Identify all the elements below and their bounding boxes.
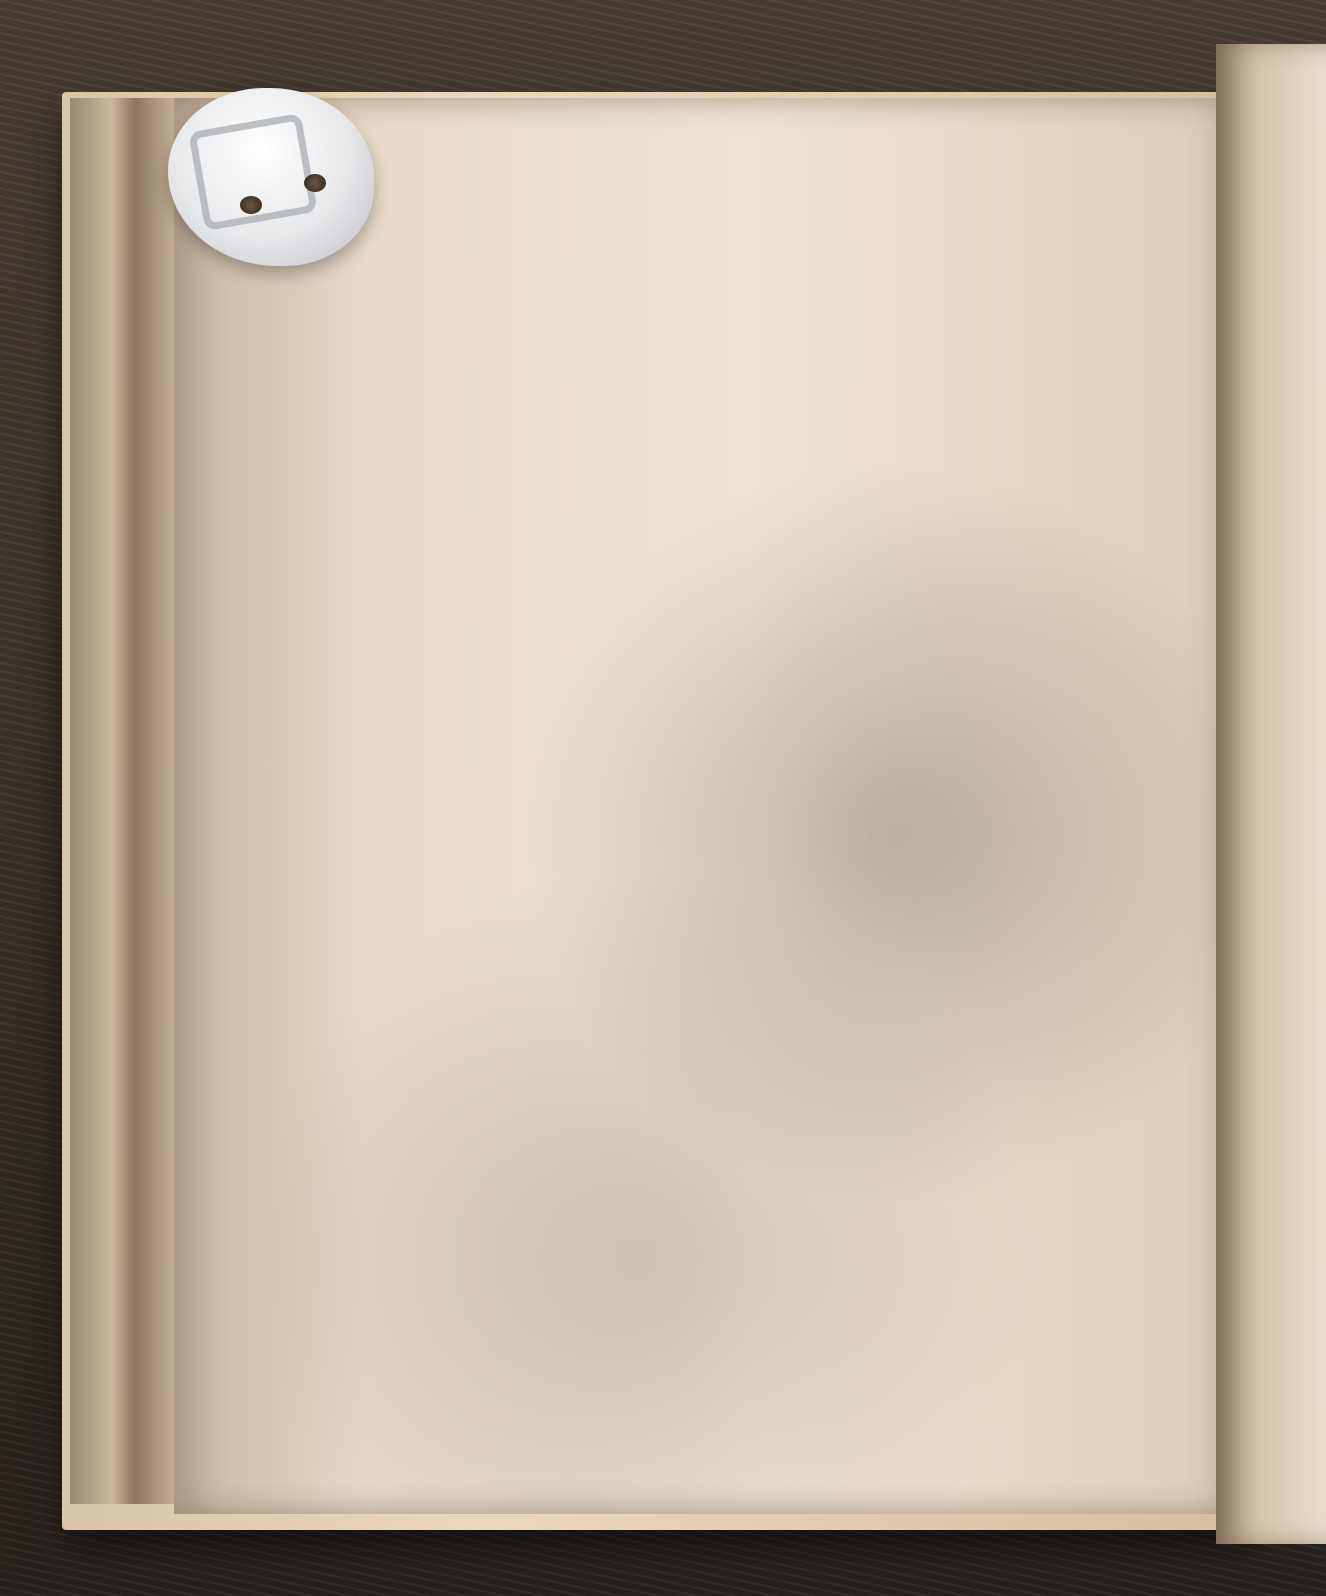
text-line bbox=[398, 462, 1188, 498]
text-line bbox=[398, 858, 1188, 894]
facing-page-edge bbox=[1216, 44, 1326, 1544]
text-line bbox=[398, 714, 1188, 750]
text-line bbox=[398, 786, 1188, 822]
text-line bbox=[398, 1182, 1188, 1218]
left-page-edge bbox=[70, 98, 188, 1504]
text-line bbox=[398, 642, 1188, 678]
text-line bbox=[398, 1110, 1188, 1146]
weight-left-hole bbox=[240, 196, 262, 214]
text-line bbox=[398, 318, 1188, 354]
text-line bbox=[398, 1218, 1188, 1254]
text-line bbox=[398, 282, 1188, 318]
page-header bbox=[404, 166, 1184, 208]
text-line bbox=[398, 1290, 1188, 1326]
weight-right-hole bbox=[304, 174, 326, 192]
text-line bbox=[398, 246, 1188, 282]
text-line bbox=[398, 426, 1188, 462]
text-line bbox=[398, 1002, 1188, 1038]
text-line bbox=[398, 930, 1188, 966]
book-text bbox=[398, 210, 1188, 1340]
text-line bbox=[398, 678, 1188, 714]
text-line bbox=[398, 1038, 1188, 1074]
text-line bbox=[398, 354, 1188, 390]
text-line bbox=[398, 390, 1188, 426]
text-line bbox=[398, 1146, 1188, 1182]
text-line bbox=[398, 498, 1188, 534]
text-line bbox=[398, 894, 1188, 930]
text-line bbox=[398, 1074, 1188, 1110]
text-line bbox=[398, 750, 1188, 786]
text-line bbox=[398, 570, 1188, 606]
text-line bbox=[398, 1254, 1188, 1290]
text-line bbox=[398, 534, 1188, 570]
text-line bbox=[398, 822, 1188, 858]
text-line bbox=[398, 966, 1188, 1002]
text-line bbox=[398, 606, 1188, 642]
catchword bbox=[1126, 1326, 1188, 1362]
text-line bbox=[398, 210, 1188, 246]
